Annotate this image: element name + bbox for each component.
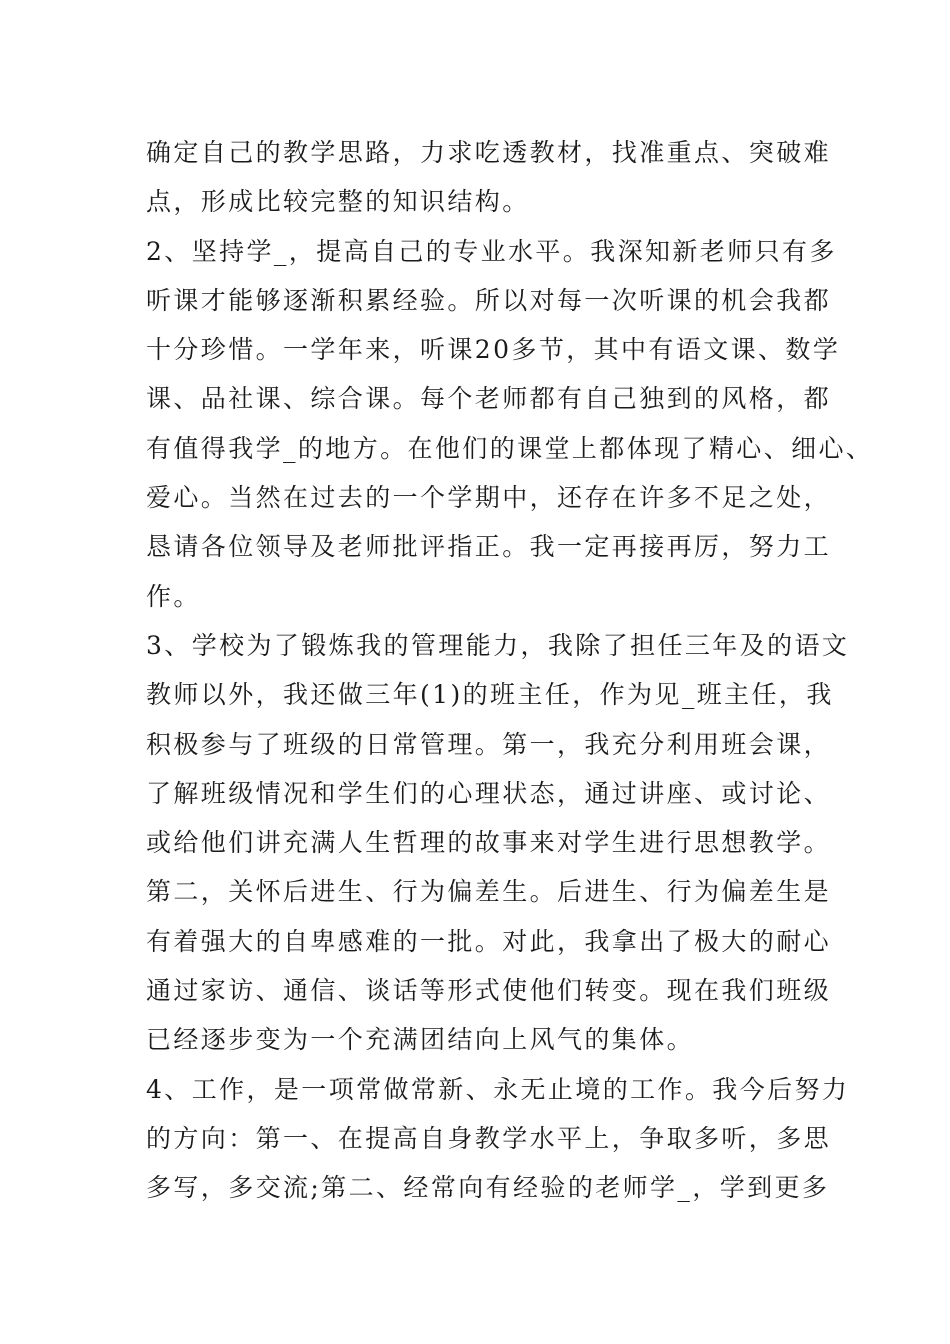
text-line: 3、学校为了锻炼我的管理能力，我除了担任三年及的语文 — [146, 630, 850, 660]
text-line: 恳请各位领导及老师批评指正。我一定再接再厉，努力工 — [146, 532, 832, 562]
text-line: 有着强大的自卑感难的一批。对此，我拿出了极大的耐心 — [146, 926, 832, 956]
text-line: 通过家访、通信、谈话等形式使他们转变。现在我们班级 — [146, 976, 832, 1006]
text-line: 作。 — [146, 581, 201, 611]
text-line: 教师以外，我还做三年(1)的班主任，作为见_班主任，我 — [146, 680, 834, 710]
text-line: 确定自己的教学思路，力求吃透教材，找准重点、突破难 — [146, 138, 832, 167]
text-line: 点，形成比较完整的知识结构。 — [146, 187, 530, 217]
document-body — [146, 128, 874, 1213]
text-line: 第二，关怀后进生、行为偏差生。后进生、行为偏差生是 — [146, 877, 832, 907]
text-line: 了解班级情况和学生们的心理状态，通过讲座、或讨论、 — [146, 778, 832, 808]
text-line: 多写，多交流;第二、经常向有经验的老师学_，学到更多 — [146, 1173, 830, 1203]
text-line: 积极参与了班级的日常管理。第一，我充分利用班会课， — [146, 729, 832, 759]
text-line: 爱心。当然在过去的一个学期中，还存在许多不足之处， — [146, 483, 832, 513]
text-line: 课、品社课、综合课。每个老师都有自己独到的风格，都 — [146, 384, 832, 414]
text-line: 听课才能够逐渐积累经验。所以对每一次听课的机会我都 — [146, 285, 832, 315]
text-line: 已经逐步变为一个充满团结向上风气的集体。 — [146, 1025, 695, 1055]
text-line: 十分珍惜。一学年来，听课20多节，其中有语文课、数学 — [146, 335, 841, 365]
text-line: 4、工作，是一项常做常新、永无止境的工作。我今后努力 — [146, 1074, 850, 1104]
text-line: 的方向：第一、在提高自身教学水平上，争取多听，多思 — [146, 1123, 832, 1153]
text-line: 有值得我学_的地方。在他们的课堂上都体现了精心、细心、 — [146, 433, 874, 463]
text-line: 2、坚持学_，提高自己的专业水平。我深知新老师只有多 — [146, 236, 837, 266]
text-line: 或给他们讲充满人生哲理的故事来对学生进行思想教学。 — [146, 828, 832, 858]
